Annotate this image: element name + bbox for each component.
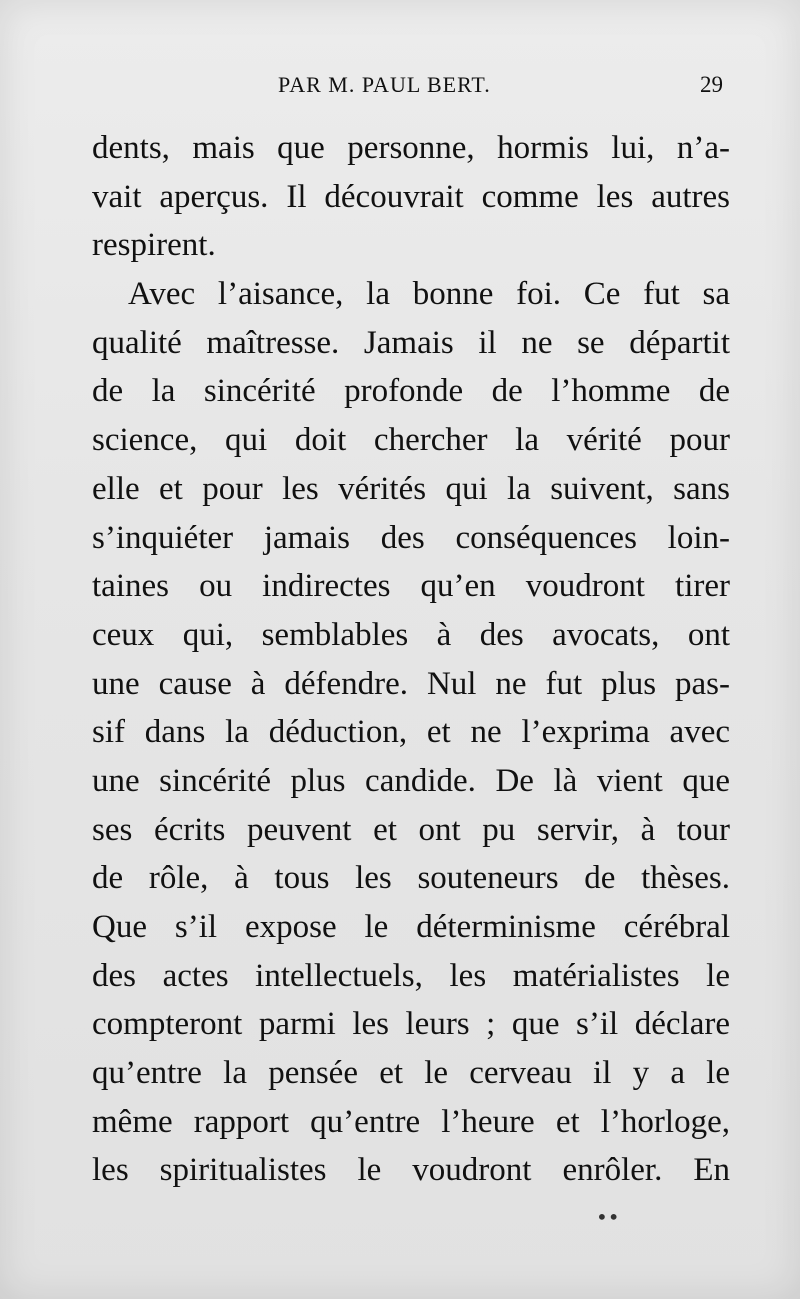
text-line: science, qui doit chercher la vérité pour: [92, 422, 730, 459]
text-line: des actes intellectuels, les matérialistes le: [92, 957, 730, 994]
text-line: sif dans la déduction, et ne l’exprima avec: [92, 714, 730, 751]
body-text: [92, 124, 730, 1195]
text-line: qu’entre la pensée et le cerveau il y a le: [92, 1055, 730, 1092]
text-line: elle et pour les vérités qui la suivent, sans: [92, 470, 730, 507]
text-line: s’inquiéter jamais des conséquences loin-: [92, 519, 730, 556]
text-line: une sincérité plus candide. De là vient que: [92, 762, 730, 799]
page-number: 29: [700, 72, 723, 97]
text-line: même rapport qu’entre l’heure et l’horloge,: [92, 1103, 730, 1140]
text-line: Que s’il expose le déterminisme cérébral: [92, 909, 730, 945]
text-line: respirent.: [92, 227, 216, 264]
text-line: ceux qui, semblables à des avocats, ont: [92, 616, 730, 653]
text-line: taines ou indirectes qu’en voudront tirer: [92, 568, 730, 605]
text-line: les spiritualistes le voudront enrôler. En: [92, 1152, 730, 1189]
text-line: de rôle, à tous les souteneurs de thèses.: [92, 860, 730, 897]
text-line: ses écrits peuvent et ont pu servir, à tour: [92, 811, 730, 848]
signature-mark: ••: [596, 1205, 620, 1229]
text-line: de la sincérité profonde de l’homme de: [92, 373, 730, 410]
text-line: dents, mais que personne, hormis lui, n’a-: [92, 130, 730, 166]
text-line: compteront parmi les leurs ; que s’il déclare: [92, 1006, 730, 1043]
text-line: vait aperçus. Il découvrait comme les autres: [92, 178, 730, 215]
text-line: Avec l’aisance, la bonne foi. Ce fut sa: [128, 276, 730, 313]
text-line: une cause à défendre. Nul ne fut plus pas-: [92, 665, 730, 702]
text-line: qualité maîtresse. Jamais il ne se départit: [92, 324, 730, 361]
running-title: PAR M. PAUL BERT.: [278, 72, 491, 97]
